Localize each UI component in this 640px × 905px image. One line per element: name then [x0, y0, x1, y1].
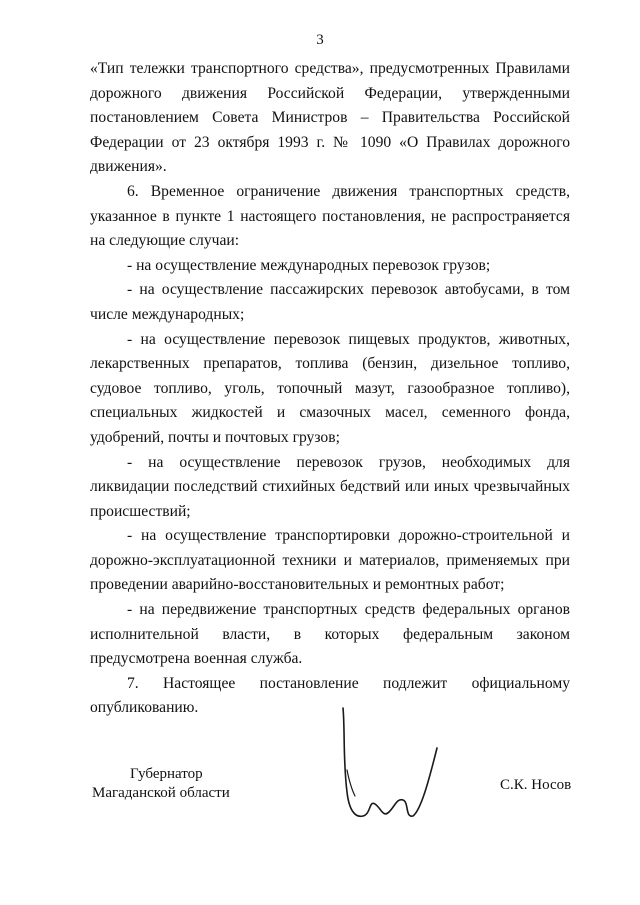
signatory-title-line1: Губернатор [130, 766, 203, 782]
paragraph-continuation: «Тип тележки транспортного средства», предусмотренных Правилами дорожного движения Российской Федерации, утвержденными постановлением Совета Министров – Правительства Российской Федерации от 23 октября 1993 г. № 1090 «О Правилах дорожного движения». [90, 60, 570, 176]
signatory-title [92, 765, 230, 803]
document-body [90, 57, 570, 721]
paragraph-item-6: 6. Временное ограничение движения транспортных средств, указанное в пункте 1 настоящего постановления, не распространяется на следующие случаи: [90, 182, 570, 250]
list-item: - на передвижение транспортных средств федеральных органов исполнительной власти, в которых федеральным законом предусмотрена военная служба. [90, 601, 570, 668]
signatory-name: С.К. Носов [500, 777, 572, 793]
paragraph-item-7: 7. Настоящее постановление подлежит официальному опубликованию. [90, 674, 570, 717]
handwritten-signature [325, 700, 455, 830]
list-item: - на осуществление международных перевозок грузов; [127, 256, 491, 274]
signatory-title-line2: Магаданской области [92, 785, 230, 801]
list-item: - на осуществление перевозок грузов, необходимых для ликвидации последствий стихийных бедствий или иных чрезвычайных происшествий; [90, 453, 570, 520]
list-item: - на осуществление пассажирских перевозок автобусами, в том числе международных; [90, 281, 570, 323]
list-item: - на осуществление перевозок пищевых продуктов, животных, лекарственных препаратов, топлива (бензин, дизельное топливо, судовое топливо, уголь, топочный мазут, газообразное топливо), специальных жидкостей и смазочных масел, семенного фонда, удобрений, почты и почтовых грузов; [90, 330, 570, 446]
list-item: - на осуществление транспортировки дорожно-строительной и дорожно-эксплуатационной техники и материалов, применяемых при проведении аварийно-восстановительных и ремонтных работ; [90, 527, 570, 594]
page-number: 3 [316, 32, 324, 48]
